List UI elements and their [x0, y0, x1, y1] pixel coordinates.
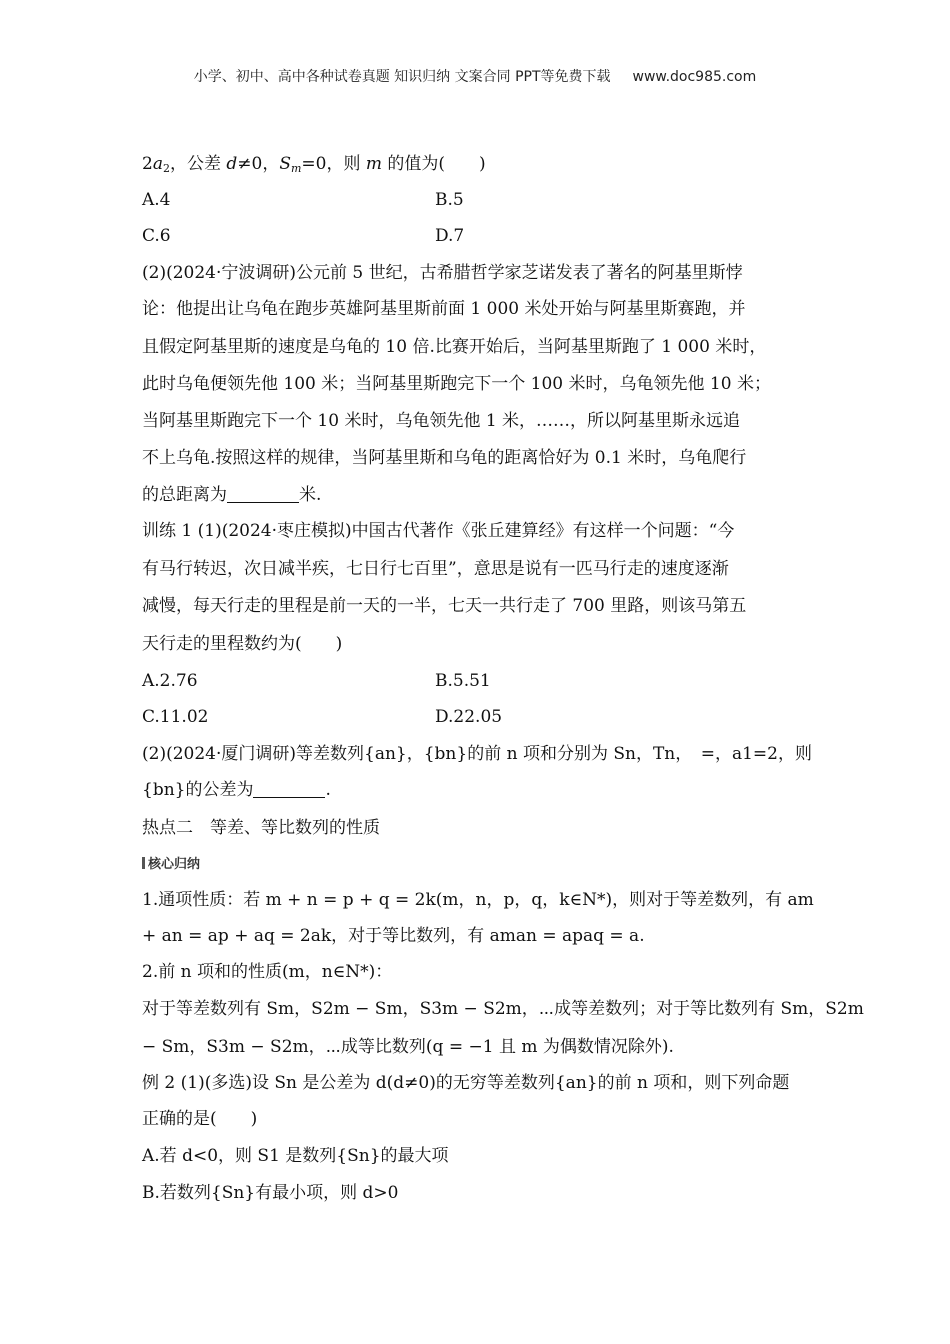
train1-q2-line-2: {bn}的公差为 .: [142, 780, 331, 800]
q1-option-d: D.7: [435, 226, 465, 246]
q1-option-a: A.4: [142, 190, 171, 210]
prop1-line-1: 1.通项性质：若 m + n = p + q = 2k(m，n，p，q，k∈N*)，则对于等差数列，有 am: [142, 890, 814, 910]
q1-option-c: C.6: [142, 226, 171, 246]
answer-blank: [253, 781, 325, 798]
train1-option-c: C.11.02: [142, 707, 209, 727]
prop2-line-2: 对于等差数列有 Sm，S2m − Sm，S3m − S2m，⋯成等差数列；对于等比数列有 Sm，S2m: [142, 999, 864, 1019]
ex2-option-b: B.若数列{Sn}有最小项，则 d>0: [142, 1183, 399, 1203]
ex2-line-2: 正确的是( ): [142, 1109, 258, 1129]
train1-line-3: 减慢，每天行走的里程是前一天的一半，七天一共行走了 700 里路，则该马第五: [142, 596, 747, 616]
q1-stem-tail: $2a_2$，公差 d≠0，$S_m=0$，则 m 的值为( ): [142, 154, 486, 175]
q2-line-5: 当阿基里斯跑完下一个 10 米时，乌龟领先他 1 米，……，所以阿基里斯永远追: [142, 411, 741, 431]
q2-line-2: 论：他提出让乌龟在跑步英雄阿基里斯前面 1 000 米处开始与阿基里斯赛跑，并: [142, 299, 746, 319]
page-header: [0, 66, 950, 86]
answer-blank: [227, 486, 299, 503]
train1-q2-line-1: (2)(2024·厦门调研)等差数列{an}，{bn}的前 n 项和分别为 Sn，Tn， =，a1=2，则: [142, 744, 812, 764]
ex2-line-1: 例 2 (1)(多选)设 Sn 是公差为 d(d≠0)的无穷等差数列{an}的前 n 项和，则下列命题: [142, 1073, 790, 1093]
train1-option-row-2: [142, 706, 503, 728]
q2-line-1: (2)(2024·宁波调研)公元前 5 世纪，古希腊哲学家芝诺发表了著名的阿基里斯悖: [142, 263, 743, 283]
q1-option-row-1: [142, 189, 464, 211]
prop2-line-1: 2.前 n 项和的性质(m，n∈N*)：: [142, 962, 393, 982]
train1-line-4: 天行走的里程数约为( ): [142, 634, 343, 654]
section-title: 热点二 等差、等比数列的性质: [142, 818, 380, 838]
header-url: www.doc985.com: [632, 69, 757, 85]
q2-line-6: 不上乌龟.按照这样的规律，当阿基里斯和乌龟的距离恰好为 0.1 米时，乌龟爬行: [142, 448, 747, 468]
train1-option-d: D.22.05: [435, 707, 503, 727]
q1-option-row-2: [142, 225, 465, 247]
train1-option-a: A.2.76: [142, 671, 198, 691]
q2-line-4: 此时乌龟便领先他 100 米；当阿基里斯跑完下一个 100 米时，乌龟领先他 10 米；: [142, 374, 771, 394]
train1-line-1: 训练 1 (1)(2024·枣庄模拟)中国古代著作《张丘建算经》有这样一个问题：“今: [142, 521, 735, 541]
q2-line-7: 的总距离为 米.: [142, 485, 322, 505]
train1-option-row-1: [142, 670, 491, 692]
core-summary-tag: 核心归纳: [142, 852, 200, 876]
prop2-line-3: − Sm，S3m − S2m，⋯成等比数列(q = −1 且 m 为偶数情况除外).: [142, 1037, 674, 1057]
tag-marker: [142, 857, 145, 869]
train1-line-2: 有马行转迟，次日减半疾，七日行七百里”，意思是说有一匹马行走的速度逐渐: [142, 559, 729, 579]
train1-option-b: B.5.51: [435, 671, 491, 691]
q1-option-b: B.5: [435, 190, 464, 210]
q2-line-3: 且假定阿基里斯的速度是乌龟的 10 倍.比赛开始后，当阿基里斯跑了 1 000 米时，: [142, 337, 767, 357]
header-title: 小学、初中、高中各种试卷真题 知识归纳 文案合同 PPT等免费下载: [193, 69, 611, 85]
ex2-option-a: A.若 d<0，则 S1 是数列{Sn}的最大项: [142, 1146, 449, 1166]
prop1-line-2: + an = ap + aq = 2ak，对于等比数列，有 aman = apaq = a.: [142, 926, 645, 946]
